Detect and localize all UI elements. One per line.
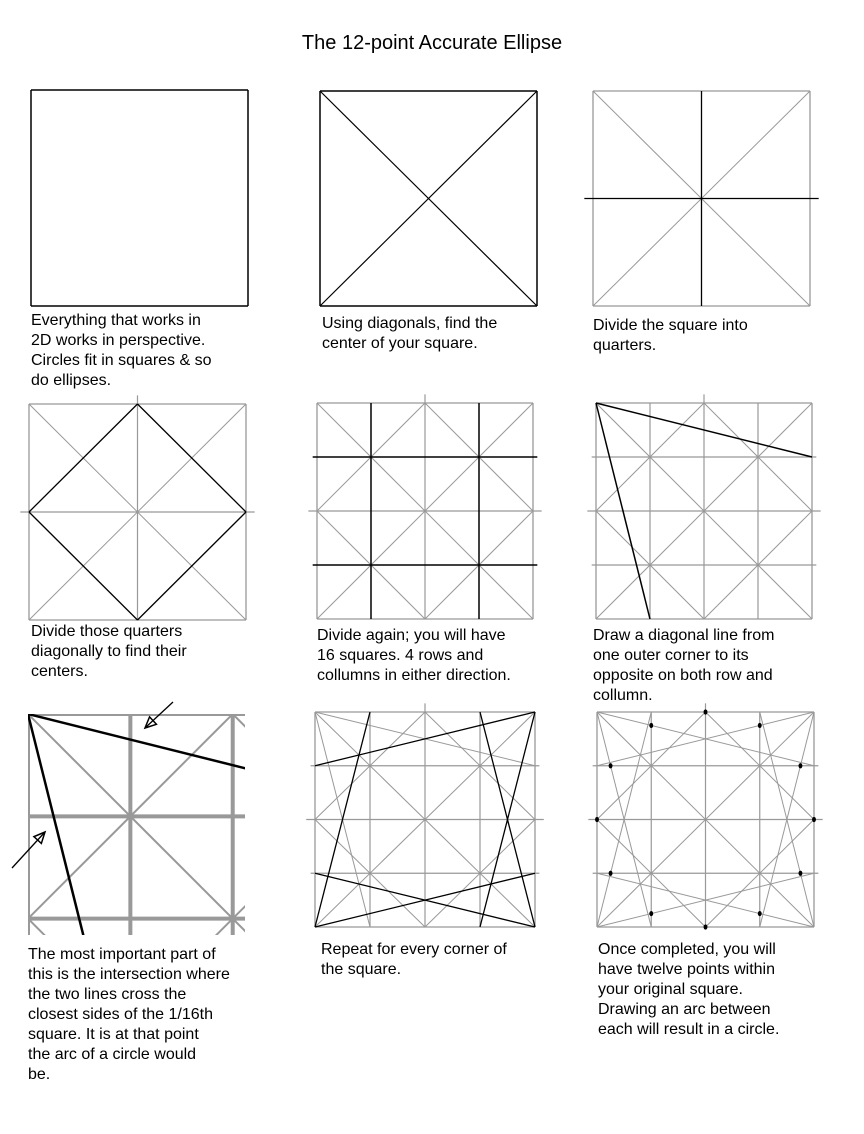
- diagram-twelve-points: [597, 712, 814, 927]
- caption-line: each will result in a circle.: [598, 1021, 780, 1038]
- caption-square-quarters: [593, 316, 748, 356]
- caption-line: Divide those quarters: [31, 623, 183, 640]
- ellipse-point: [649, 911, 653, 916]
- caption-line: centers.: [31, 663, 88, 680]
- caption-line: this is the intersection where: [28, 966, 230, 983]
- ellipse-point: [609, 763, 613, 768]
- panel-corner-diagonal: [596, 403, 812, 619]
- caption-line: collumn.: [593, 687, 653, 704]
- caption-line: quarters.: [593, 337, 657, 354]
- caption-line: the square.: [321, 961, 402, 978]
- ellipse-point: [758, 723, 762, 728]
- ellipse-point: [704, 924, 708, 929]
- caption-line: be.: [28, 1066, 51, 1083]
- caption-line: Everything that works in: [31, 312, 201, 329]
- caption-blank-square: [31, 311, 212, 391]
- caption-line: opposite on both row and: [593, 667, 773, 684]
- panel-intersection-detail: [28, 714, 245, 935]
- caption-line: Divide the square into: [593, 317, 748, 334]
- diagram-quarter-diamond: [29, 404, 246, 620]
- ellipse-point: [798, 763, 802, 768]
- ink-line: [28, 714, 130, 935]
- caption-line: Repeat for every corner of: [321, 941, 507, 958]
- caption-line: 2D works in perspective.: [31, 332, 206, 349]
- ellipse-point: [758, 911, 762, 916]
- guide-line: [28, 714, 245, 935]
- caption-line: your original square.: [598, 981, 743, 998]
- caption-twelve-points: [598, 940, 779, 1040]
- diagram-corner-diagonal: [596, 403, 812, 619]
- panel-all-corners: [315, 712, 535, 927]
- diagram-square-quarters: [593, 91, 810, 306]
- caption-line: the two lines cross the: [28, 986, 187, 1003]
- caption-corner-diagonal: [593, 626, 774, 706]
- caption-line: square. It is at that point: [28, 1026, 199, 1043]
- caption-line: closest sides of the 1/16th: [28, 1006, 213, 1023]
- diagram-all-corners: [315, 712, 535, 927]
- ellipse-point: [595, 817, 599, 822]
- diagram-intersection-detail: [28, 714, 245, 935]
- caption-line: Divide again; you will have: [317, 627, 506, 644]
- panel-sixteen-grid: [317, 403, 533, 619]
- panel-twelve-points: [597, 712, 814, 927]
- panel-blank-square: [31, 90, 248, 306]
- ellipse-point: [704, 709, 708, 714]
- ellipse-point: [649, 723, 653, 728]
- caption-line: Using diagonals, find the: [322, 315, 498, 332]
- caption-line: Circles fit in squares & so: [31, 352, 212, 369]
- caption-line: one outer corner to its: [593, 647, 749, 664]
- diagram-sixteen-grid: [317, 403, 533, 619]
- caption-line: The most important part of: [28, 946, 216, 963]
- caption-line: Drawing an arc between: [598, 1001, 771, 1018]
- caption-intersection-detail: [28, 945, 230, 1085]
- caption-square-diagonals: [322, 314, 497, 354]
- panel-square-diagonals: [320, 91, 537, 306]
- ellipse-point: [812, 817, 816, 822]
- caption-quarter-diamond: [31, 622, 187, 682]
- caption-line: 16 squares. 4 rows and: [317, 647, 484, 664]
- caption-sixteen-grid: [317, 626, 511, 686]
- page-title: The 12-point Accurate Ellipse: [301, 32, 563, 54]
- panel-square-quarters: [593, 91, 810, 306]
- ellipse-point: [609, 871, 613, 876]
- caption-line: center of your square.: [322, 335, 478, 352]
- caption-all-corners: [321, 940, 507, 980]
- panel-quarter-diamond: [29, 404, 246, 620]
- caption-line: collumns in either direction.: [317, 667, 511, 684]
- diagram-square-diagonals: [320, 91, 537, 306]
- ink-line: [28, 714, 245, 816]
- caption-line: Draw a diagonal line from: [593, 627, 775, 644]
- caption-line: the arc of a circle would: [28, 1046, 197, 1063]
- caption-line: have twelve points within: [598, 961, 775, 978]
- ellipse-point: [798, 871, 802, 876]
- caption-line: do ellipses.: [31, 372, 112, 389]
- diagram-blank-square: [31, 90, 248, 306]
- caption-line: Once completed, you will: [598, 941, 776, 958]
- caption-line: diagonally to find their: [31, 643, 187, 660]
